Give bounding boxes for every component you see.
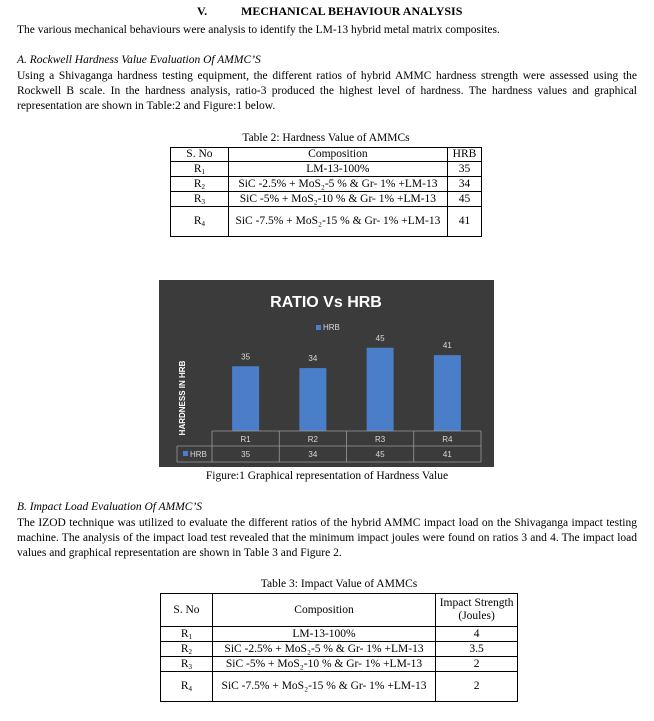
table3-value-cell: 2	[436, 672, 518, 702]
data-label: 35	[241, 352, 251, 362]
table2-composition-cell: LM-13-100%	[228, 162, 447, 177]
table-row	[161, 627, 518, 642]
table3-header-row	[161, 594, 518, 627]
hardness-bar-chart	[159, 280, 494, 467]
table2-sno-cell: $R_1$	[171, 162, 229, 177]
table-row	[171, 192, 482, 207]
data-table-value: 34	[308, 450, 318, 459]
table3-composition-cell: SiC -2.5% + MoS₂-5 % & Gr- 1% +LM-13	[212, 642, 435, 657]
section-title: MECHANICAL BEHAVIOUR ANALYSIS	[241, 4, 463, 18]
table2-header-hrb: HRB	[448, 148, 482, 162]
data-table-value: 35	[241, 450, 251, 459]
table3-value-cell: 2	[436, 657, 518, 672]
subsection-a-heading: A. Rockwell Hardness Value Evaluation Of AMMC’S	[17, 54, 261, 66]
table2-header-sno: S. No	[171, 148, 229, 162]
subsection-a-paragraph: Using a Shivaganga hardness testing equipment, the different ratios of hybrid AMMC hardness strength were assessed using the Rockwell B scale. In the hardness analysis, ratio-3 produced the highest level of hardness. The hardness values and graphical representation are shown in Table:2 and Figure:1 below.	[17, 70, 637, 112]
table2-sno-cell: $R_4$	[171, 207, 229, 237]
y-axis-label: HARDNESS IN HRB	[178, 360, 187, 436]
x-tick-label: R3	[375, 435, 386, 444]
table3-header-impact: Impact Strength (Joules)	[436, 594, 518, 627]
table2-sno-cell: $R_2$	[171, 177, 229, 192]
table2-value-cell: 35	[448, 162, 482, 177]
chart-bar	[367, 348, 394, 431]
data-table-value: 41	[442, 450, 452, 459]
table2-header-composition: Composition	[228, 148, 447, 162]
x-tick-label: R4	[442, 435, 453, 444]
chart-canvas	[159, 280, 494, 467]
table3-sno-cell: $R_1$	[161, 627, 213, 642]
table-row	[161, 642, 518, 657]
chart-bar	[299, 368, 326, 431]
table2-value-cell: 45	[448, 192, 482, 207]
x-tick-label: R2	[307, 435, 318, 444]
table2-value-cell: 41	[448, 207, 482, 237]
chart-bar	[434, 355, 461, 431]
table2-sno-cell: $R_3$	[171, 192, 229, 207]
data-table-series-label: HRB	[190, 450, 207, 459]
table2-composition-cell: SiC -5% + MoS₂-10 % & Gr- 1% +LM-13	[228, 192, 447, 207]
table3-sno-cell: $R_3$	[161, 657, 213, 672]
table3-caption: Table 3: Impact Value of AMMCs	[260, 578, 418, 590]
table3-value-cell: 3.5	[436, 642, 518, 657]
table2-header-row	[171, 148, 482, 162]
chart-bar	[232, 366, 259, 431]
table3-composition-cell: LM-13-100%	[212, 627, 435, 642]
data-label: 45	[375, 333, 385, 343]
table3-header-sno: S. No	[161, 594, 213, 627]
table-row	[171, 162, 482, 177]
legend-swatch	[316, 325, 321, 330]
chart-title: RATIO Vs HRB	[270, 294, 382, 311]
table3-value-cell: 4	[436, 627, 518, 642]
subsection-b-heading: B. Impact Load Evaluation Of AMMC’S	[17, 501, 203, 513]
figure1-caption: Figure:1 Graphical representation of Hardness Value	[205, 470, 449, 482]
table2-value-cell: 34	[448, 177, 482, 192]
legend-label: HRB	[323, 323, 340, 332]
intro-paragraph: The various mechanical behaviours were analysis to identify the LM-13 hybrid metal matrix composites.	[17, 24, 500, 36]
table-row	[171, 177, 482, 192]
subsection-b-paragraph: The IZOD technique was utilized to evaluate the different ratios of the hybrid AMMC impact load on the Shivaganga impact testing machine. The analysis of the impact load test revealed that the minimum impact joules were found on ratios 3 and 4. The impact load values and graphical representation are shown in Table 3 and Figure 2.	[17, 517, 637, 559]
table3	[160, 593, 518, 702]
x-tick-label: R1	[240, 435, 251, 444]
data-table-value: 45	[375, 450, 385, 459]
data-label: 41	[442, 341, 452, 351]
table3-sno-cell: $R_2$	[161, 642, 213, 657]
table3-sno-cell: $R_4$	[161, 672, 213, 702]
table2-composition-cell: SiC -7.5% + MoS₂-15 % & Gr- 1% +LM-13	[228, 207, 447, 237]
table3-composition-cell: SiC -7.5% + MoS₂-15 % & Gr- 1% +LM-13	[212, 672, 435, 702]
table-row	[161, 672, 518, 702]
table3-composition-cell: SiC -5% + MoS₂-10 % & Gr- 1% +LM-13	[212, 657, 435, 672]
table2-caption: Table 2: Hardness Value of AMMCs	[242, 132, 410, 144]
table-row	[171, 207, 482, 237]
table2-composition-cell: SiC -2.5% + MoS₂-5 % & Gr- 1% +LM-13	[228, 177, 447, 192]
section-number: V.	[197, 4, 208, 18]
data-table-swatch	[183, 451, 188, 456]
table2	[170, 147, 482, 237]
data-label: 34	[308, 354, 318, 364]
table3-header-composition: Composition	[212, 594, 435, 627]
table-row	[161, 657, 518, 672]
